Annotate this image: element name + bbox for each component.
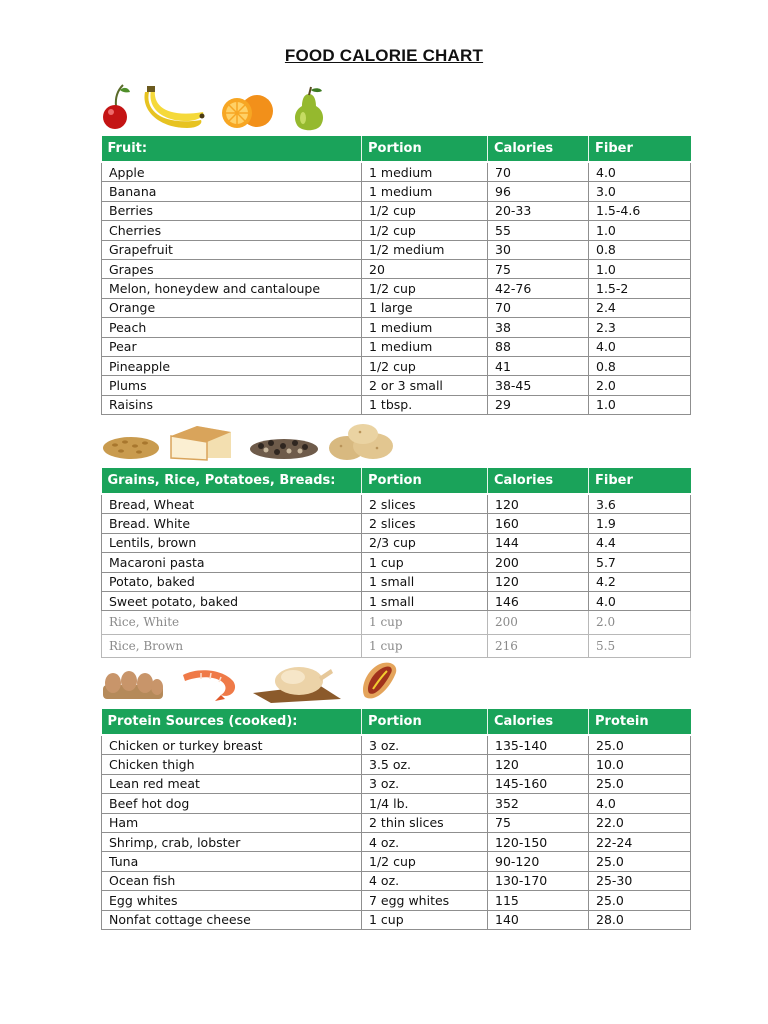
fiber-cell: 3.0 — [589, 182, 691, 201]
portion-cell: 1 cup — [362, 910, 488, 929]
portion-cell: 1 small — [362, 572, 488, 591]
food-cell: Orange — [102, 298, 362, 317]
calories-cell: 70 — [488, 162, 589, 182]
bread-icon — [167, 422, 237, 462]
portion-cell: 1 tbsp. — [362, 395, 488, 414]
fiber-cell: 4.4 — [589, 533, 691, 552]
calories-cell: 38-45 — [488, 376, 589, 395]
banana-icon — [141, 86, 207, 130]
portion-cell: 1 cup — [362, 553, 488, 572]
food-cell: Lentils, brown — [102, 533, 362, 552]
table-row — [102, 572, 691, 591]
food-cell: Melon, honeydew and cantaloupe — [102, 279, 362, 298]
fiber-cell: 4.0 — [589, 337, 691, 356]
column-header-calories: Calories — [488, 136, 589, 162]
table-header-row — [102, 709, 691, 735]
portion-cell: 1/2 medium — [362, 240, 488, 259]
food-cell: Pear — [102, 337, 362, 356]
food-cell: Grapes — [102, 259, 362, 278]
table-row — [102, 611, 691, 635]
fiber-cell: 5.5 — [589, 634, 691, 658]
cherry-icon — [101, 84, 131, 132]
fiber-cell: 2.0 — [589, 611, 691, 635]
portion-cell: 3.5 oz. — [362, 755, 488, 774]
food-cell: Bread, Wheat — [102, 494, 362, 514]
fruit-section — [101, 82, 690, 415]
column-header-fiber: Fiber — [589, 468, 691, 494]
calories-cell: 146 — [488, 591, 589, 610]
table-row — [102, 871, 691, 890]
portion-cell: 2 thin slices — [362, 813, 488, 832]
grains-icons — [101, 414, 690, 468]
lentils-icon — [247, 430, 321, 460]
calories-cell: 352 — [488, 794, 589, 813]
table-row — [102, 376, 691, 395]
table-row — [102, 279, 691, 298]
shrimp-icon — [177, 665, 241, 703]
portion-cell: 1/2 cup — [362, 201, 488, 220]
food-cell: Tuna — [102, 852, 362, 871]
protein-cell: 25.0 — [589, 852, 691, 871]
calories-cell: 42-76 — [488, 279, 589, 298]
fiber-cell: 1.9 — [589, 514, 691, 533]
grain-icon — [101, 428, 161, 460]
portion-cell: 7 egg whites — [362, 891, 488, 910]
protein-table — [101, 709, 691, 930]
calories-cell: 55 — [488, 221, 589, 240]
portion-cell: 2 slices — [362, 514, 488, 533]
table-row — [102, 221, 691, 240]
calories-cell: 70 — [488, 298, 589, 317]
calories-cell: 200 — [488, 611, 589, 635]
food-cell: Pineapple — [102, 356, 362, 375]
food-cell: Egg whites — [102, 891, 362, 910]
calories-cell: 120 — [488, 494, 589, 514]
protein-cell: 25.0 — [589, 735, 691, 755]
food-cell: Rice, White — [102, 611, 362, 635]
table-row — [102, 356, 691, 375]
calories-cell: 145-160 — [488, 774, 589, 793]
food-cell: Raisins — [102, 395, 362, 414]
portion-cell: 1 small — [362, 591, 488, 610]
food-cell: Apple — [102, 162, 362, 182]
portion-cell: 1 cup — [362, 634, 488, 658]
potatoes-icon — [327, 420, 397, 462]
food-cell: Bread. White — [102, 514, 362, 533]
protein-section — [101, 655, 690, 930]
portion-cell: 20 — [362, 259, 488, 278]
fiber-cell: 0.8 — [589, 356, 691, 375]
calories-cell: 29 — [488, 395, 589, 414]
food-cell: Grapefruit — [102, 240, 362, 259]
column-header-portion: Portion — [362, 468, 488, 494]
table-row — [102, 533, 691, 552]
table-row — [102, 755, 691, 774]
table-row — [102, 162, 691, 182]
table-row — [102, 514, 691, 533]
protein-cell: 25-30 — [589, 871, 691, 890]
portion-cell: 3 oz. — [362, 774, 488, 793]
column-header-food: Protein Sources (cooked): — [102, 709, 362, 735]
calories-cell: 130-170 — [488, 871, 589, 890]
food-cell: Nonfat cottage cheese — [102, 910, 362, 929]
fruit-table — [101, 136, 691, 415]
calories-cell: 200 — [488, 553, 589, 572]
portion-cell: 1/2 cup — [362, 852, 488, 871]
table-row — [102, 591, 691, 610]
fiber-cell: 2.4 — [589, 298, 691, 317]
food-cell: Berries — [102, 201, 362, 220]
table-row — [102, 298, 691, 317]
food-cell: Lean red meat — [102, 774, 362, 793]
calories-cell: 88 — [488, 337, 589, 356]
portion-cell: 1/2 cup — [362, 221, 488, 240]
calories-cell: 115 — [488, 891, 589, 910]
fiber-cell: 5.7 — [589, 553, 691, 572]
food-cell: Plums — [102, 376, 362, 395]
fiber-cell: 4.0 — [589, 591, 691, 610]
table-row — [102, 259, 691, 278]
column-header-portion: Portion — [362, 709, 488, 735]
fiber-cell: 2.0 — [589, 376, 691, 395]
calories-cell: 96 — [488, 182, 589, 201]
portion-cell: 1 large — [362, 298, 488, 317]
food-cell: Ham — [102, 813, 362, 832]
portion-cell: 1 medium — [362, 318, 488, 337]
eggs-icon — [101, 667, 165, 701]
table-row — [102, 201, 691, 220]
food-cell: Cherries — [102, 221, 362, 240]
food-cell: Macaroni pasta — [102, 553, 362, 572]
table-row — [102, 910, 691, 929]
table-row — [102, 813, 691, 832]
column-header-food: Fruit: — [102, 136, 362, 162]
table-header-row — [102, 468, 691, 494]
fiber-cell: 4.2 — [589, 572, 691, 591]
portion-cell: 3 oz. — [362, 735, 488, 755]
table-row — [102, 337, 691, 356]
table-row — [102, 553, 691, 572]
calories-cell: 41 — [488, 356, 589, 375]
column-header-fiber: Fiber — [589, 136, 691, 162]
calories-cell: 144 — [488, 533, 589, 552]
column-header-protein: Protein — [589, 709, 691, 735]
portion-cell: 4 oz. — [362, 871, 488, 890]
page-title: FOOD CALORIE CHART — [284, 46, 484, 65]
fiber-cell: 1.5-2 — [589, 279, 691, 298]
calories-cell: 30 — [488, 240, 589, 259]
fiber-cell: 2.3 — [589, 318, 691, 337]
chicken-icon — [249, 659, 345, 703]
table-row — [102, 494, 691, 514]
calories-cell: 90-120 — [488, 852, 589, 871]
calories-cell: 38 — [488, 318, 589, 337]
fiber-cell: 1.0 — [589, 395, 691, 414]
grains-table — [101, 468, 691, 658]
food-cell: Potato, baked — [102, 572, 362, 591]
table-row — [102, 891, 691, 910]
portion-cell: 1 medium — [362, 182, 488, 201]
table-row — [102, 735, 691, 755]
protein-icons — [101, 655, 690, 709]
table-row — [102, 240, 691, 259]
orange-icon — [219, 94, 277, 130]
table-row — [102, 318, 691, 337]
protein-cell: 4.0 — [589, 794, 691, 813]
protein-cell: 10.0 — [589, 755, 691, 774]
food-cell: Beef hot dog — [102, 794, 362, 813]
table-row — [102, 852, 691, 871]
column-header-portion: Portion — [362, 136, 488, 162]
food-cell: Ocean fish — [102, 871, 362, 890]
hot-dog-icon — [357, 659, 401, 705]
protein-cell: 25.0 — [589, 774, 691, 793]
pear-icon — [291, 86, 327, 132]
portion-cell: 1/4 lb. — [362, 794, 488, 813]
column-header-calories: Calories — [488, 709, 589, 735]
grains-section — [101, 414, 690, 658]
calories-cell: 135-140 — [488, 735, 589, 755]
protein-cell: 25.0 — [589, 891, 691, 910]
portion-cell: 1 cup — [362, 611, 488, 635]
calories-cell: 140 — [488, 910, 589, 929]
calories-cell: 75 — [488, 259, 589, 278]
table-row — [102, 794, 691, 813]
portion-cell: 1 medium — [362, 337, 488, 356]
food-cell: Peach — [102, 318, 362, 337]
calories-cell: 75 — [488, 813, 589, 832]
calories-cell: 120 — [488, 572, 589, 591]
calories-cell: 120 — [488, 755, 589, 774]
food-cell: Shrimp, crab, lobster — [102, 832, 362, 851]
food-cell: Chicken or turkey breast — [102, 735, 362, 755]
protein-cell: 22.0 — [589, 813, 691, 832]
fiber-cell: 1.0 — [589, 221, 691, 240]
protein-cell: 22-24 — [589, 832, 691, 851]
portion-cell: 4 oz. — [362, 832, 488, 851]
portion-cell: 1/2 cup — [362, 279, 488, 298]
food-cell: Sweet potato, baked — [102, 591, 362, 610]
portion-cell: 1/2 cup — [362, 356, 488, 375]
column-header-food: Grains, Rice, Potatoes, Breads: — [102, 468, 362, 494]
table-row — [102, 395, 691, 414]
fiber-cell: 1.5-4.6 — [589, 201, 691, 220]
protein-cell: 28.0 — [589, 910, 691, 929]
food-cell: Banana — [102, 182, 362, 201]
food-cell: Chicken thigh — [102, 755, 362, 774]
food-cell: Rice, Brown — [102, 634, 362, 658]
table-row — [102, 182, 691, 201]
table-row — [102, 774, 691, 793]
fiber-cell: 1.0 — [589, 259, 691, 278]
calories-cell: 160 — [488, 514, 589, 533]
fiber-cell: 3.6 — [589, 494, 691, 514]
portion-cell: 1 medium — [362, 162, 488, 182]
calories-cell: 120-150 — [488, 832, 589, 851]
portion-cell: 2 slices — [362, 494, 488, 514]
table-header-row — [102, 136, 691, 162]
table-row — [102, 832, 691, 851]
fruit-icons — [101, 82, 690, 136]
portion-cell: 2 or 3 small — [362, 376, 488, 395]
fiber-cell: 0.8 — [589, 240, 691, 259]
column-header-calories: Calories — [488, 468, 589, 494]
calories-cell: 216 — [488, 634, 589, 658]
calories-cell: 20-33 — [488, 201, 589, 220]
portion-cell: 2/3 cup — [362, 533, 488, 552]
fiber-cell: 4.0 — [589, 162, 691, 182]
